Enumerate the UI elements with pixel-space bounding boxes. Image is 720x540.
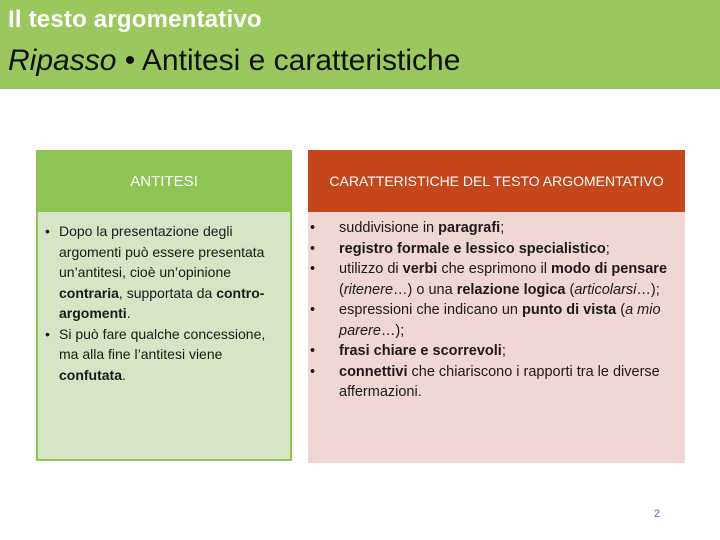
- text-run: Si può fare qualche concessione, ma alla fine l’antitesi viene: [59, 325, 266, 362]
- bold-text-run: connettivi: [339, 363, 408, 380]
- text-run: suddivisione in: [339, 220, 439, 236]
- bold-text-run: registro formale e lessico specialistico: [339, 240, 606, 257]
- italic-text-run: articolarsi: [574, 281, 637, 298]
- bold-text-run: confutata: [59, 366, 122, 383]
- text-run: ;: [605, 240, 610, 257]
- text-run: ;: [500, 220, 505, 236]
- antitesi-bullet-item: [38, 221, 284, 324]
- text-run: espressioni che indicano un: [339, 302, 522, 318]
- bold-text-run: frasi chiare e scorrevoli: [339, 343, 502, 359]
- text-run: …);: [636, 281, 660, 298]
- slide-subtitle: [8, 44, 460, 78]
- antitesi-heading: [36, 150, 292, 212]
- text-run: .: [122, 366, 126, 383]
- text-run: Dopo la presentazione degli argomenti può essere presentata un’antitesi, cioè un’opinione: [59, 223, 265, 280]
- text-run: …) o una: [393, 281, 457, 298]
- text-run: (: [565, 281, 575, 298]
- text-run: .: [126, 305, 131, 321]
- bold-text-run: contro-argomenti: [59, 284, 265, 321]
- bold-text-run: relazione logica: [456, 281, 566, 298]
- text-run: (: [616, 302, 626, 318]
- caratteristiche-list: [308, 212, 685, 403]
- antitesi-heading-text: ANTITESI: [130, 172, 198, 190]
- bold-text-run: paragrafi: [438, 220, 501, 236]
- text-run: che esprimono il: [437, 261, 551, 277]
- text-run: (: [339, 281, 344, 298]
- subtitle-lead: Ripasso: [8, 44, 117, 77]
- caratteristiche-bullet-item: [308, 341, 677, 362]
- caratteristiche-bullet-item: [308, 259, 677, 300]
- bold-text-run: punto di vista: [521, 302, 617, 318]
- caratteristiche-heading: [308, 150, 685, 212]
- italic-text-run: ritenere: [343, 281, 394, 298]
- page-number: 2: [654, 508, 661, 520]
- text-run: che chiariscono i rapporti tra le diverse affermazioni.: [339, 363, 660, 400]
- title-banner: [0, 0, 720, 89]
- bold-text-run: contraria: [59, 284, 119, 301]
- text-run: , supportata da: [118, 284, 217, 301]
- caratteristiche-panel: [308, 212, 685, 463]
- antitesi-bullet-item: [38, 324, 284, 386]
- caratteristiche-bullet-item: [308, 300, 677, 341]
- antitesi-panel: [36, 212, 292, 461]
- subtitle-rest: • Antitesi e caratteristiche: [116, 44, 461, 77]
- text-run: ;: [501, 343, 506, 359]
- caratteristiche-bullet-item: [308, 239, 677, 260]
- bold-text-run: verbi: [402, 261, 438, 277]
- caratteristiche-bullet-item: [308, 218, 677, 239]
- text-run: utilizzo di: [339, 261, 403, 277]
- caratteristiche-heading-text: CARATTERISTICHE DEL TESTO ARGOMENTATIVO: [329, 172, 664, 189]
- caratteristiche-bullet-item: [308, 362, 677, 403]
- slide-title: Il testo argomentativo: [8, 6, 262, 33]
- antitesi-list: [38, 212, 290, 385]
- italic-text-run: a mio parere: [339, 302, 661, 339]
- bold-text-run: modo di pensare: [550, 261, 668, 277]
- text-run: …);: [380, 322, 405, 339]
